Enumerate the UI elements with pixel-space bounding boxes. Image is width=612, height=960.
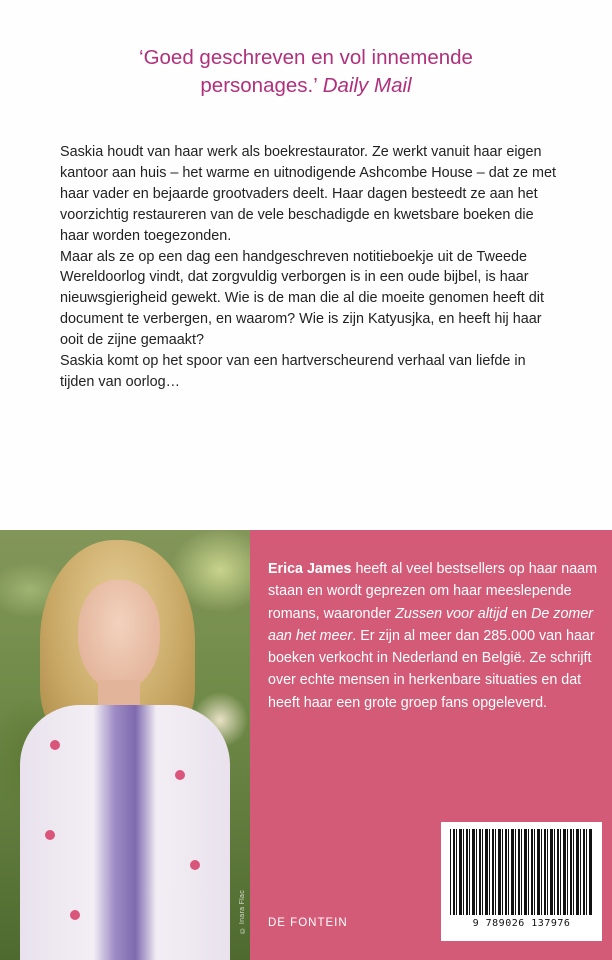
quote-source: Daily Mail	[322, 74, 412, 97]
quote-text: personages.’	[200, 74, 318, 97]
book-blurb	[60, 142, 560, 393]
author-face	[78, 580, 160, 690]
bio-text: . Er zijn al meer dan 285.000 van haar boeken verkocht in Nederland en België. Ze schrijft over echte mensen in herkenbare situaties en dat heeft haar een grote groep fans opgeleverd.	[268, 627, 595, 711]
book-title: Zussen voor altijd	[395, 605, 508, 622]
author-bio	[268, 558, 598, 714]
barcode-bars	[450, 829, 593, 915]
author-panel	[0, 530, 612, 960]
book-title: De zomer aan het meer	[268, 605, 594, 644]
photo-credit: © Inara Flac	[239, 890, 246, 934]
shirt-flower	[70, 910, 80, 920]
author-photo	[0, 530, 250, 960]
bio-text: en	[507, 605, 532, 622]
quote-line-2	[40, 72, 572, 100]
shirt-flower	[190, 860, 200, 870]
shirt-flower	[45, 830, 55, 840]
blurb-paragraph: Saskia houdt van haar werk als boekrestaurator. Ze werkt vanuit haar eigen kantoor aan huis – het warme en uitnodigende Ashcombe House – dat ze met haar vader en bejaarde grootvaders deelt. Haar dagen besteedt ze aan het voorzichtig restaureren van de vele beschadigde en kwetsbare boeken die haar worden toegezonden.	[60, 144, 556, 244]
blurb-paragraph: Saskia komt op het spoor van een hartverscheurend verhaal van liefde in tijden van oorlog…	[60, 353, 526, 390]
author-name: Erica James	[268, 561, 352, 577]
publisher-name: DE FONTEIN	[268, 917, 348, 929]
quote-line-1: ‘Goed geschreven en vol innemende	[139, 46, 473, 69]
shirt-flower	[175, 770, 185, 780]
shirt-flower	[50, 740, 60, 750]
blurb-paragraph: Maar als ze op een dag een handgeschreven notitieboekje uit de Tweede Wereldoorlog vindt, dat zorgvuldig verborgen is in een oude bijbel, is haar nieuwsgierigheid gewekt. Wie is de man die al die moeite genomen heeft dit document te verbergen, en waarom? Wie is zijn Katyusjka, en heeft hij haar ooit de zijne gemaakt?	[60, 248, 544, 349]
bio-text: heeft al veel bestsellers op haar naam staan en wordt geprezen om haar meeslepende romans, waaronder	[268, 561, 598, 622]
review-quote	[40, 44, 572, 100]
isbn-barcode	[441, 822, 602, 941]
barcode-digits: 9 789026 137976	[472, 918, 571, 929]
